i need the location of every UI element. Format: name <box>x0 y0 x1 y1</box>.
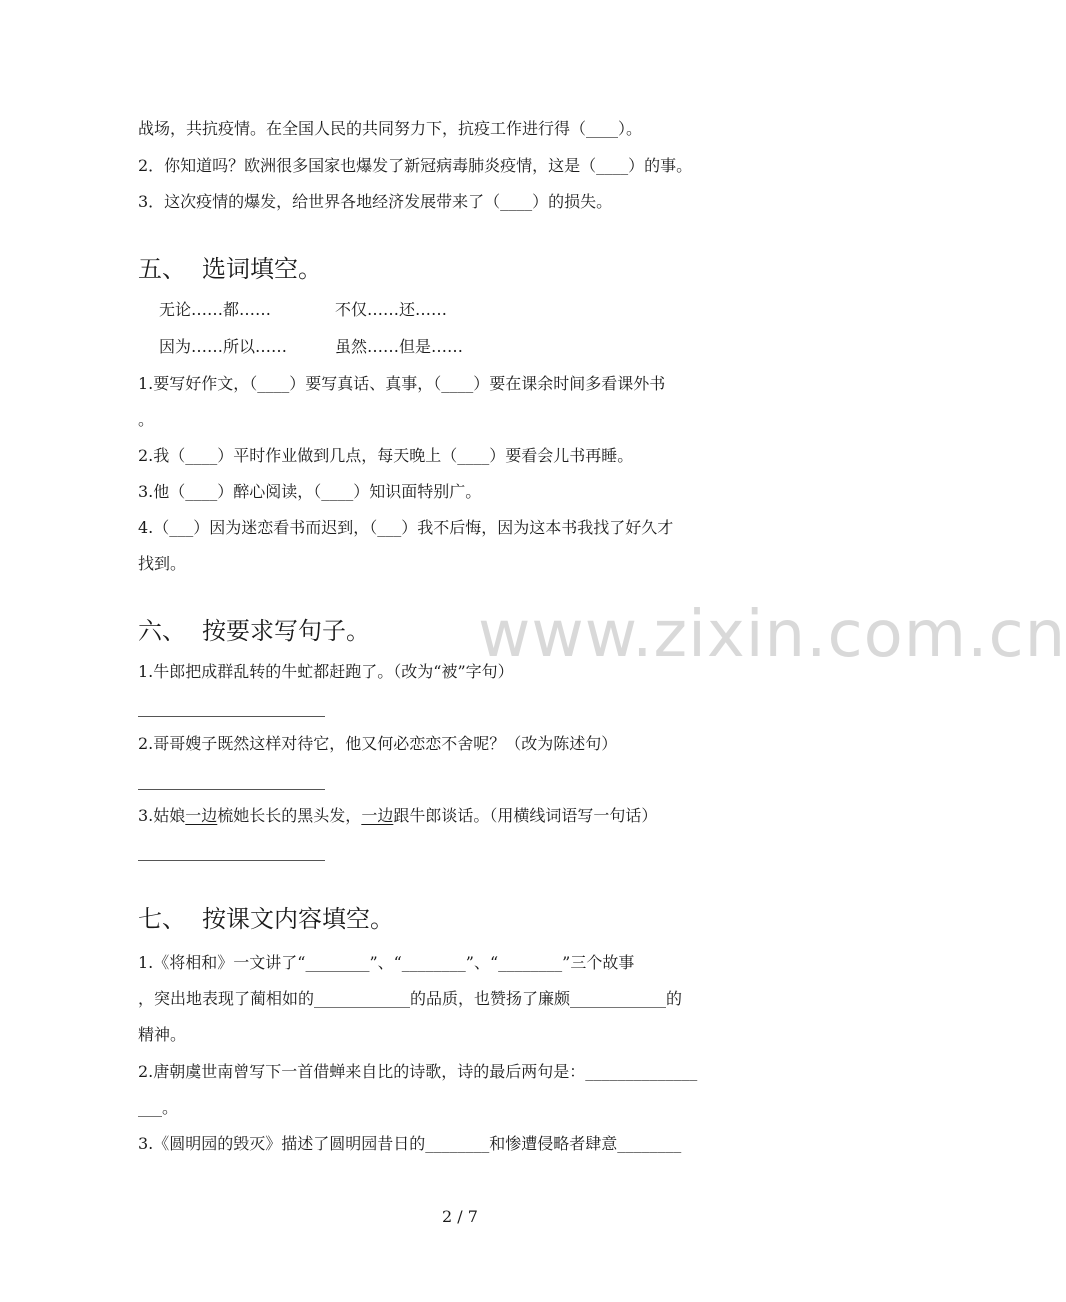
section-title: 按课文内容填空。 <box>202 905 394 933</box>
section-title: 选词填空。 <box>202 255 322 283</box>
section-heading-7 <box>138 904 394 934</box>
answer-line[interactable] <box>138 716 325 717</box>
watermark: www.zixin.com.cn <box>478 598 1066 672</box>
word-option: 不仅……还…… <box>335 300 448 319</box>
question-line: 精神。 <box>138 1025 187 1044</box>
page-number: 2 / 7 <box>442 1207 478 1226</box>
section-title: 按要求写句子。 <box>202 617 370 645</box>
question-line <box>138 805 657 827</box>
question-line: 。 <box>138 410 155 429</box>
text-segment: 3.姑娘 <box>138 806 186 825</box>
section-number: 七、 <box>138 905 186 933</box>
question-line: 3．这次疫情的爆发，给世界各地经济发展带来了（____）的损失。 <box>138 192 613 211</box>
answer-line[interactable] <box>138 860 325 861</box>
question-line: 2．你知道吗？欧洲很多国家也爆发了新冠病毒肺炎疫情，这是（____）的事。 <box>138 156 693 175</box>
question-line: 找到。 <box>138 554 187 573</box>
section-heading-6 <box>138 616 370 646</box>
section-number: 五、 <box>138 255 186 283</box>
question-line: 战场，共抗疫情。在全国人民的共同努力下，抗疫工作进行得（____）。 <box>138 119 643 138</box>
underlined-word: 一边 <box>185 806 218 825</box>
question-line: 2.哥哥嫂子既然这样对待它，他又何必恋恋不舍呢？（改为陈述句） <box>138 734 618 753</box>
question-line: 1.《将相和》一文讲了“________”、“________”、“________”三个故事 <box>138 953 635 972</box>
question-line: 3.他（____）醉心阅读，（____）知识面特别广。 <box>138 482 482 501</box>
section-number: 六、 <box>138 617 186 645</box>
question-line: 4.（___）因为迷恋看书而迟到，（___）我不后悔，因为这本书我找了好久才 <box>138 518 674 537</box>
word-option: 因为……所以…… <box>159 337 288 356</box>
word-option: 无论……都…… <box>159 300 272 319</box>
section-heading-5 <box>138 254 322 284</box>
question-line: ___。 <box>138 1098 179 1117</box>
question-line: 2.我（____）平时作业做到几点，每天晚上（____）要看会儿书再睡。 <box>138 446 634 465</box>
question-line: 1.牛郎把成群乱转的牛虻都赶跑了。（改为“被”字句） <box>138 662 514 681</box>
text-segment: 梳她长长的黑头发， <box>217 806 362 825</box>
question-line: 1.要写好作文，（____）要写真话、真事，（____）要在课余时间多看课外书 <box>138 374 666 393</box>
word-option: 虽然……但是…… <box>335 337 464 356</box>
text-segment: 跟牛郎谈话。（用横线词语写一句话） <box>393 806 658 825</box>
question-line: ，突出地表现了蔺相如的____________的品质，也赞扬了廉颇____________的 <box>138 989 683 1008</box>
answer-line[interactable] <box>138 789 325 790</box>
question-line: 3.《圆明园的毁灭》描述了圆明园昔日的________和惨遭侵略者肆意________ <box>138 1134 682 1153</box>
underlined-word: 一边 <box>361 806 394 825</box>
question-line: 2.唐朝虞世南曾写下一首借蝉来自比的诗歌，诗的最后两句是：______________ <box>138 1062 698 1081</box>
